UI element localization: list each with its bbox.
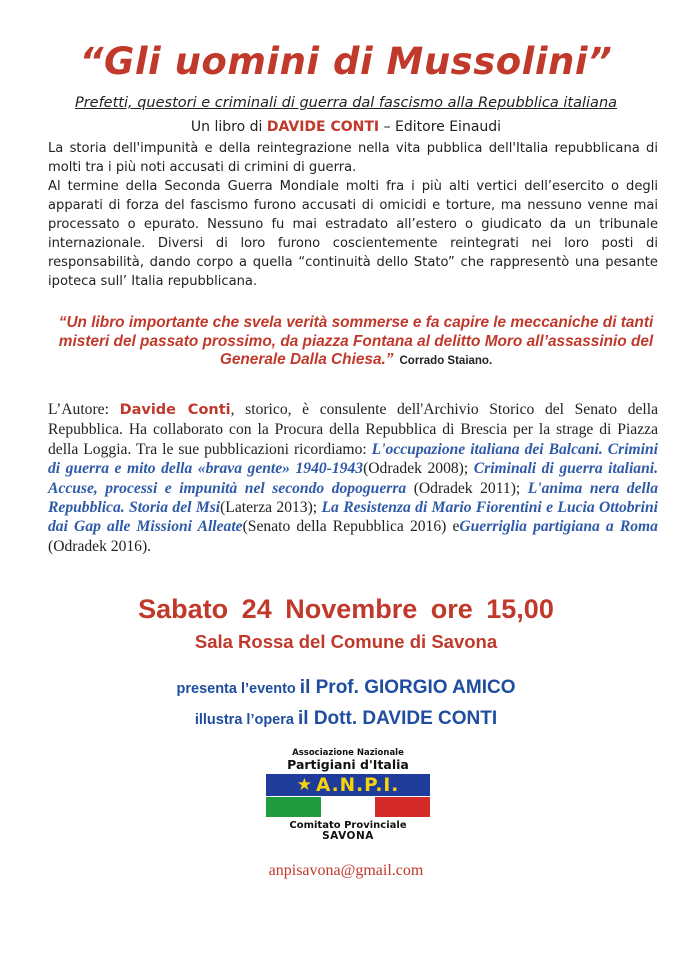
logo-association-line: Associazione Nazionale: [292, 748, 404, 758]
publication-note: (Odradek 2016).: [48, 537, 152, 555]
presenter-name: il Prof. GIORGIO AMICO: [299, 677, 516, 698]
author-bio: [48, 400, 658, 556]
publication-title: L'occupazione italiana dei Balcani. Crimini di guerra e mito della «brava gente» 1940-1943: [48, 440, 658, 478]
italian-flag-icon: [266, 797, 430, 817]
logo-partigiani-line: Partigiani d'Italia: [287, 757, 409, 772]
presenter-role: presenta l’evento: [176, 681, 300, 697]
publication-note: (Odradek 2011);: [406, 479, 528, 497]
book-credit-publisher: – Editore Einaudi: [379, 119, 502, 135]
book-credit-prefix: Un libro di: [190, 119, 267, 135]
flyer-subtitle: Prefetti, questori e criminali di guerra dal fascismo alla Repubblica italiana: [74, 95, 618, 111]
quote-author: Corrado Staiano.: [399, 355, 493, 367]
publication-title: Guerriglia partigiana a Roma: [459, 518, 658, 536]
author-bio-text: , storico, è consulente dell'Archivio Storico del Senato della Repubblica. Ha collaborato con la Procura della Repubblica di Brescia per la strage di Piazza della Loggia. Tra le sue pubblicazioni ricordiamo:: [48, 401, 658, 458]
author-bio-lead: L’Autore:: [48, 401, 120, 418]
flyer-title: “Gli uomini di Mussolini”: [79, 40, 613, 83]
event-presenter: [0, 677, 692, 699]
quote-text: “Un libro importante che svela verità sommerse e fa capire le meccaniche di tanti misteri del passato prossimo, da piazza Fontana al delitto Moro all’assassinio del Generale Dalla Chiesa.”: [58, 314, 654, 368]
publication-title: Criminali di guerra italiani. Accuse, processi e impunità nel secondo dopoguerra: [48, 460, 659, 497]
logo-committee-line: Comitato Provinciale: [289, 820, 407, 831]
event-illustrator: [0, 708, 692, 730]
logo-banner: [266, 774, 430, 796]
star-icon: ★: [296, 775, 313, 795]
description-paragraph-2: Al termine della Seconda Guerra Mondiale molti fra i più alti vertici dell’esercito o degli apparati di forza del fascismo furono accusati di omicidi e torture, ma nessuno venne mai processato o epurato. Nessuno fu mai estradato all’estero o giudicato da un tribunale internazionale. Diversi di loro furono coscientemente reintegrati nei loro posti di responsabilità, dando corpo a quella “continuità dello Stato” che rappresentò una pesante ipoteca sull’ Italia repubblicana.: [48, 179, 658, 289]
author-bio-name: Davide Conti: [119, 402, 231, 418]
illustrator-name: il Dott. DAVIDE CONTI: [298, 708, 498, 729]
book-credit: [0, 119, 692, 135]
event-venue: Sala Rossa del Comune di Savona: [194, 631, 498, 652]
publication-note: (Odradek 2008);: [363, 460, 474, 478]
book-description: [48, 139, 658, 291]
logo-city-line: SAVONA: [322, 830, 374, 842]
publication-title: L'anima nera della Repubblica. Storia del Msi: [48, 479, 658, 517]
illustrator-role: illustra l’opera: [194, 712, 298, 728]
anpi-logo: [264, 748, 432, 854]
logo-acronym: A.N.P.I.: [315, 774, 400, 796]
publication-note: (Senato della Repubblica 2016) e: [242, 518, 460, 536]
event-date-time: Sabato 24 Novembre ore 15,00: [138, 594, 554, 624]
book-credit-author: DAVIDE CONTI: [266, 119, 380, 135]
publication-title: La Resistenza di Mario Fiorentini e Lucia Ottobrini dai Gap alle Missioni Alleate: [48, 499, 658, 536]
flag-white-stripe: [321, 797, 376, 817]
description-paragraph-1: La storia dell'impunità e della reintegrazione nella vita pubblica dell'Italia repubblicana di molti tra i più noti accusati di crimini di guerra.: [48, 141, 658, 175]
flag-green-stripe: [266, 797, 321, 817]
flag-red-stripe: [375, 797, 430, 817]
publication-note: (Laterza 2013);: [220, 499, 322, 517]
review-quote: [50, 314, 662, 371]
contact-email[interactable]: anpisavona@gmail.com: [268, 862, 424, 879]
